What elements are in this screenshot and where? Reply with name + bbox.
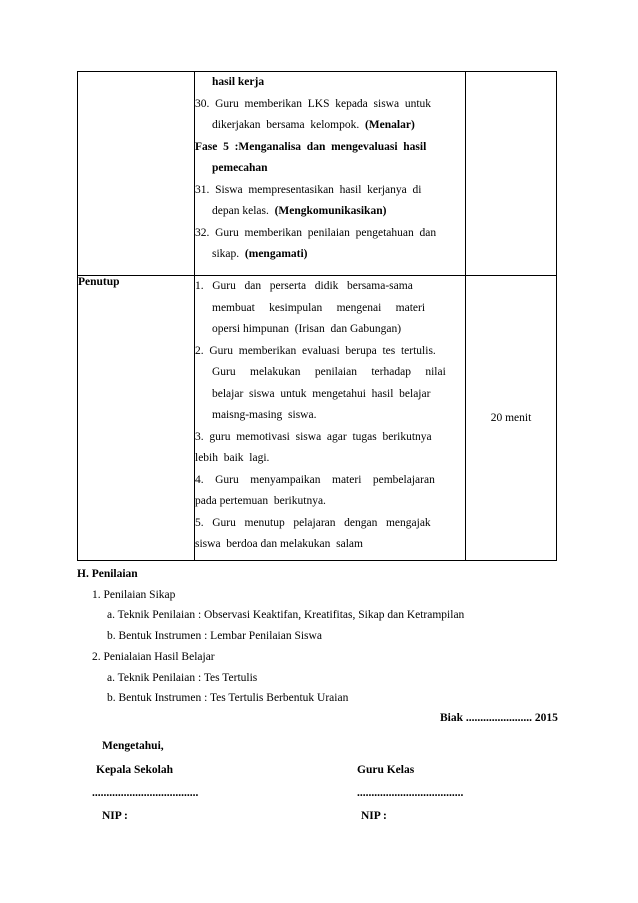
activity-line: [195, 158, 465, 180]
activity-line-text: maisng-masing siswa.: [212, 409, 317, 421]
activity-line-text: Fase 5 :Menganalisa dan mengevaluasi hasil: [195, 140, 427, 153]
right-signature-line: .....................................: [357, 787, 464, 799]
activity-cell: [195, 276, 466, 561]
stage-label-cell-empty: [78, 72, 195, 276]
activity-line-text: dikerjakan bersama kelompok.: [212, 119, 365, 131]
lesson-steps-table: [77, 71, 557, 561]
stage-label-penutup: Penutup: [78, 276, 195, 561]
activity-line: [195, 341, 465, 363]
activity-line: [195, 180, 465, 202]
activity-line: [195, 223, 465, 245]
activity-line-text: opersi himpunan (Irisan dan Gabungan): [212, 323, 402, 335]
activity-line-tag: (Mengkomunikasikan): [274, 205, 387, 217]
time-cell: 20 menit: [466, 276, 557, 561]
activity-line: [195, 448, 465, 470]
list-item: b. Bentuk Instrumen : Tes Tertulis Berbentuk Uraian: [107, 692, 349, 704]
list-item: 2. Penialaian Hasil Belajar: [92, 651, 215, 663]
activity-line-text: Guru melakukan penilaian terhadap nilai: [212, 366, 446, 378]
activity-line: [195, 427, 465, 449]
kepala-sekolah-title: Kepala Sekolah: [96, 764, 174, 776]
time-cell-empty: [466, 72, 557, 276]
list-item: a. Teknik Penilaian : Tes Tertulis: [107, 672, 258, 684]
activity-line-text: membuat kesimpulan mengenai materi: [212, 301, 426, 314]
table-row: [78, 72, 557, 276]
activity-line: [195, 94, 465, 116]
activity-line: [195, 405, 465, 427]
activity-line: [195, 276, 465, 298]
guru-kelas-title: Guru Kelas: [357, 764, 415, 776]
activity-line: [195, 137, 465, 159]
activity-line: [195, 491, 465, 513]
activity-line-text: pemecahan: [212, 162, 268, 174]
list-item: b. Bentuk Instrumen : Lembar Penilaian Siswa: [107, 630, 322, 642]
activity-line-text: 31. Siswa mempresentasikan hasil kerjanya di: [195, 183, 422, 196]
activity-cell: [195, 72, 466, 276]
activity-line-text: 1. Guru dan perserta didik bersama-sama: [195, 280, 413, 292]
activity-line-text: 5. Guru menutup pelajaran dengan mengajak: [195, 516, 431, 529]
activity-line-text: depan kelas.: [212, 205, 275, 217]
activity-line: [195, 362, 465, 384]
activity-line: [195, 513, 465, 535]
activity-line-text: 4. Guru menyampaikan materi pembelajaran: [195, 473, 435, 486]
activity-line: [195, 201, 465, 223]
section-heading: H. Penilaian: [77, 568, 138, 580]
right-nip: NIP :: [361, 810, 387, 822]
activity-line-text: 30. Guru memberikan LKS kepada siswa untuk: [195, 97, 432, 110]
activity-line-tag: (mengamati): [244, 248, 308, 260]
activity-line: [195, 72, 465, 94]
activity-line-text: pada pertemuan berikutnya.: [195, 495, 326, 507]
place-date: Biak ....................... 2015: [440, 712, 558, 724]
left-signature-line: .....................................: [92, 787, 199, 799]
activity-line: [195, 244, 465, 266]
activity-line: [195, 298, 465, 320]
activity-line-text: 2. Guru memberikan evaluasi berupa tes tertulis.: [195, 344, 436, 357]
left-nip: NIP :: [102, 810, 128, 822]
activity-line: [195, 534, 465, 556]
list-item: a. Teknik Penilaian : Observasi Keaktifan, Kreatifitas, Sikap dan Ketrampilan: [107, 609, 465, 621]
activity-line-text: hasil kerja: [212, 76, 265, 88]
activity-line: [195, 115, 465, 137]
activity-list: [195, 276, 465, 556]
activity-list: [195, 72, 465, 266]
activity-line-text: belajar siswa untuk mengetahui hasil belajar: [212, 387, 431, 400]
activity-line: [195, 384, 465, 406]
table-row: [78, 276, 557, 561]
activity-line-text: lebih baik lagi.: [195, 452, 270, 464]
activity-line-tag: (Menalar): [364, 119, 415, 131]
activity-line-text: 32. Guru memberikan penilaian pengetahuan dan: [195, 226, 437, 239]
activity-line: [195, 319, 465, 341]
activity-line-text: 3. guru memotivasi siswa agar tugas berikutnya: [195, 430, 432, 443]
mengetahui-label: Mengetahui,: [102, 740, 164, 752]
list-item: 1. Penilaian Sikap: [92, 589, 176, 601]
activity-line-text: siswa berdoa dan melakukan salam: [195, 538, 363, 550]
activity-line-text: sikap.: [212, 248, 245, 260]
activity-line: [195, 470, 465, 492]
